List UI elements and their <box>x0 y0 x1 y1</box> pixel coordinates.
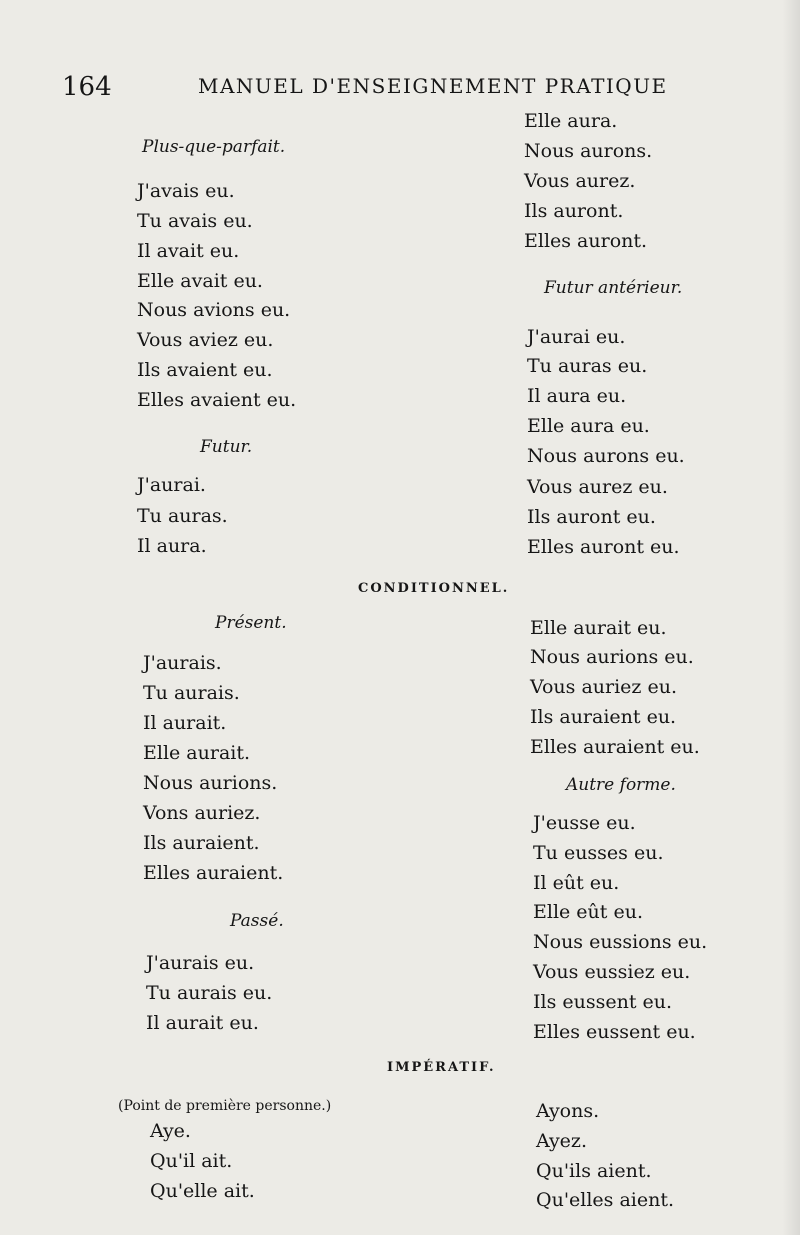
verb-line: Elle aura eu. <box>527 415 650 437</box>
verb-line: J'eusse eu. <box>533 812 636 834</box>
verb-line: Nous avions eu. <box>137 299 291 321</box>
verb-line: Ils auraient eu. <box>530 706 677 728</box>
verb-line: Nous aurons eu. <box>527 445 685 467</box>
verb-line: Qu'ils aient. <box>536 1160 652 1182</box>
verb-line: Tu eusses eu. <box>533 842 664 864</box>
verb-line: Tu auras eu. <box>527 355 648 377</box>
verb-line: Qu'elles aient. <box>536 1189 675 1211</box>
verb-line: Elles avaient eu. <box>137 389 297 411</box>
heading-plus-que-parfait: Plus-que-parfait. <box>142 137 286 157</box>
verb-line: Qu'il ait. <box>150 1150 233 1172</box>
verb-line: Elle aurait. <box>143 742 251 764</box>
verb-line: Elles auront. <box>524 230 648 252</box>
verb-line: Vons auriez. <box>143 802 261 824</box>
verb-line: Il aurait eu. <box>146 1012 259 1034</box>
verb-line: Ils avaient eu. <box>137 359 273 381</box>
verb-line: Nous aurions eu. <box>530 646 694 668</box>
verb-line: Il aurait. <box>143 712 227 734</box>
verb-line: J'aurai eu. <box>527 326 626 348</box>
verb-line: Ils auront eu. <box>527 506 656 528</box>
verb-line: Il aura eu. <box>527 385 627 407</box>
verb-line: Vous aurez. <box>524 170 636 192</box>
verb-line: Tu avais eu. <box>137 210 253 232</box>
page-number: 164 <box>62 72 112 102</box>
imperatif-note: (Point de première personne.) <box>118 1098 332 1114</box>
section-title-conditionnel: CONDITIONNEL. <box>358 581 510 596</box>
verb-line: Ils eussent eu. <box>533 991 673 1013</box>
verb-line: Elles auront eu. <box>527 536 680 558</box>
verb-line: Tu aurais eu. <box>146 982 273 1004</box>
verb-line: Nous aurons. <box>524 140 653 162</box>
verb-line: Ils auraient. <box>143 832 260 854</box>
verb-line: J'aurai. <box>137 474 206 496</box>
verb-line: Ayez. <box>536 1130 587 1152</box>
verb-line: J'aurais eu. <box>146 952 255 974</box>
page-header <box>62 72 682 106</box>
verb-line: J'avais eu. <box>137 180 235 202</box>
section-title-imperatif: IMPÉRATIF. <box>387 1060 496 1075</box>
verb-line: Elles eussent eu. <box>533 1021 696 1043</box>
verb-line: Elle aura. <box>524 110 618 132</box>
heading-futur-anterieur: Futur antérieur. <box>544 278 683 298</box>
running-title: MANUEL D'ENSEIGNEMENT PRATIQUE <box>198 74 668 98</box>
heading-autre-forme: Autre forme. <box>566 775 676 795</box>
verb-line: Ayons. <box>536 1100 600 1122</box>
verb-line: Vous aurez eu. <box>527 476 668 498</box>
verb-line: Nous aurions. <box>143 772 278 794</box>
verb-line: Tu aurais. <box>143 682 240 704</box>
verb-line: Aye. <box>150 1120 191 1142</box>
verb-line: Nous eussions eu. <box>533 931 708 953</box>
verb-line: Il avait eu. <box>137 240 240 262</box>
verb-line: Elle eût eu. <box>533 901 643 923</box>
verb-line: J'aurais. <box>143 652 222 674</box>
verb-line: Il aura. <box>137 535 207 557</box>
verb-line: Il eût eu. <box>533 872 620 894</box>
verb-line: Elles auraient. <box>143 862 284 884</box>
heading-futur: Futur. <box>200 437 253 457</box>
verb-line: Ils auront. <box>524 200 624 222</box>
verb-line: Elle avait eu. <box>137 270 263 292</box>
verb-line: Tu auras. <box>137 505 228 527</box>
page-edge-shadow <box>782 0 800 1235</box>
heading-present: Présent. <box>215 613 287 633</box>
verb-line: Vous eussiez eu. <box>533 961 691 983</box>
verb-line: Vous auriez eu. <box>530 676 677 698</box>
verb-line: Elle aurait eu. <box>530 617 667 639</box>
verb-line: Vous aviez eu. <box>137 329 274 351</box>
verb-line: Elles auraient eu. <box>530 736 700 758</box>
heading-passe: Passé. <box>230 911 284 931</box>
verb-line: Qu'elle ait. <box>150 1180 255 1202</box>
